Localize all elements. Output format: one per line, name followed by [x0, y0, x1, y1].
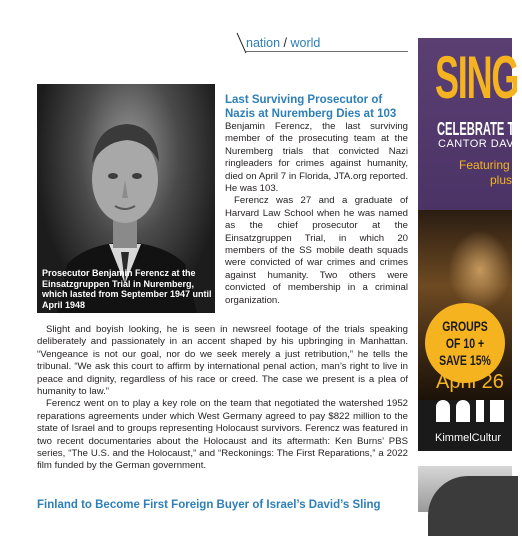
article-full-width [37, 324, 408, 473]
ferencz-photo [37, 84, 215, 313]
ad-featuring: Featuring [459, 158, 510, 172]
ad-title: SING [435, 44, 519, 111]
article2-headline: Finland to Become First Foreign Buyer of Israel’s David’s Sling [37, 499, 381, 511]
ad-date: April 26 [436, 371, 504, 393]
section-rule [246, 51, 408, 52]
ad-url[interactable]: KimmelCultur [435, 432, 502, 444]
ad2-graphic [428, 476, 518, 536]
section-name-nation: nation [246, 36, 281, 50]
article-paragraph-3: Slight and boyish looking, he is seen in newsreel footage of the trials speaking deliberately and passionately in an accent shaped by his upbringing in Manhattan. “Vengeance is not our goal, nor do we seek merely a just retribution,” he tells the tribunal. “We ask this court to affirm by international penal action, man’s right to live in peace and dignity, regardless of his race or creed. The case we present is a plea of humanity to law.” [37, 324, 408, 398]
badge-line-1: GROUPS [442, 318, 488, 334]
ad-cantor: CANTOR DAVI [438, 138, 518, 150]
article-headline: Last Surviving Prosecutor of Nazis at Nuremberg Dies at 103 [225, 94, 397, 120]
ad-subtitle: CELEBRATE TH [437, 119, 522, 139]
badge-line-3: SAVE 15% [439, 352, 491, 368]
advertisement[interactable] [418, 38, 522, 451]
article-paragraph-4: Ferencz went on to play a key role on the team that negotiated the watershed 1952 reparations agreements under which West Germany agreed to pay $822 million to the state of Israel and to groups representing Holocaust survivors. Ferencz was featured in two recent documentaries about the Holocaust and its aftermath: Ken Burns’ PBS series, “The U.S. and the Holocaust,” and “Reckonings: The First Reparations,” a 2022 film funded by the German government. [37, 398, 408, 472]
advertisement-2[interactable] [418, 466, 512, 512]
article-column [225, 94, 408, 307]
badge-line-2: OF 10 + [445, 335, 485, 351]
article-paragraph-2: Ferencz was 27 and a graduate of Harvard Law School when he was named as the chief prosecutor at the Einsatzgruppen Trial, in which 20 members of the SS mobile death squads were convicted of war crimes and crimes against humanity. Two others were convicted of membership in a criminal organization. [225, 195, 408, 306]
photo-caption: Prosecutor Benjamin Ferencz at the Einsatzgruppen Trial in Nuremberg, which lasted from September 1947 until April 1948 [42, 268, 212, 310]
kimmel-logo-icon [436, 400, 512, 424]
article-paragraph-1: Benjamin Ferencz, the last surviving member of the prosecuting team at the Nuremberg trials that convicted Nazi ringleaders for crimes against humanity, died on April 7 in Florida, JTA.org reported. He was 103. [225, 121, 408, 195]
section-separator: / [283, 36, 288, 50]
stage-light [448, 230, 512, 310]
section-name-world: world [290, 36, 321, 50]
section-label [246, 36, 320, 50]
section-header [236, 34, 408, 52]
ad-plus: plus [490, 173, 513, 187]
